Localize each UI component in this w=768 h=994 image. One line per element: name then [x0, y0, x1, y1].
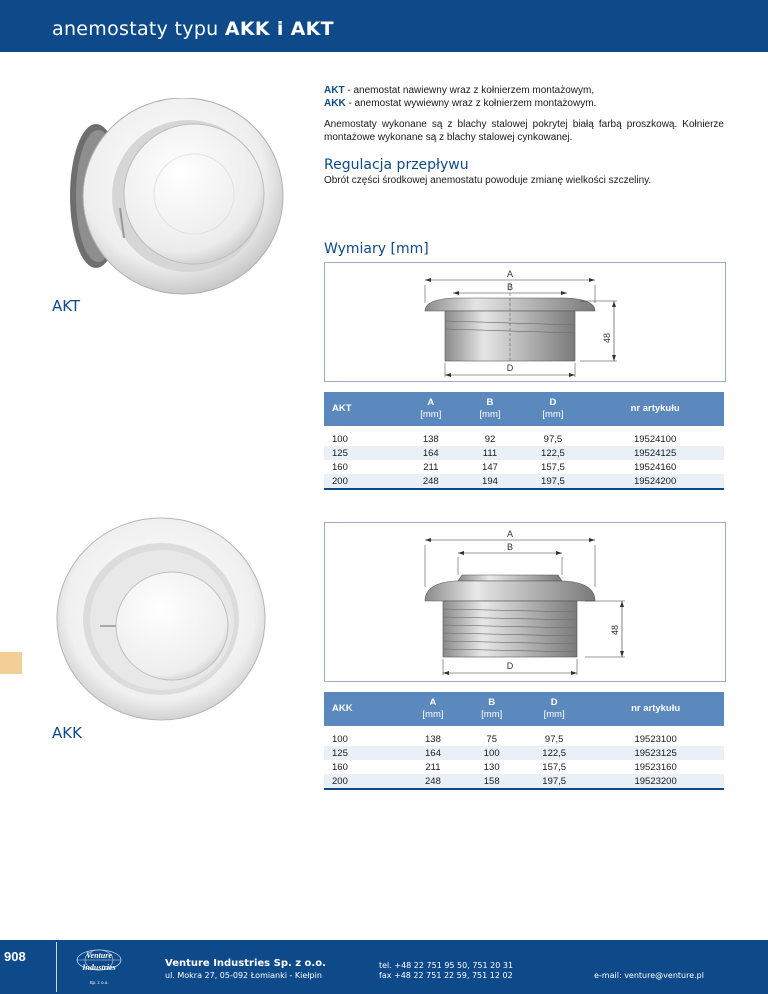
akt-diagram-drawing	[325, 263, 725, 381]
table-row: 100 138 92 97,5 19524100	[332, 433, 677, 445]
akt-diffuser-photo	[58, 98, 286, 298]
akk-label: AKK	[52, 724, 82, 742]
intro-text: AKT - anemostat nawiewny wraz z kołnierzem montażowym, AKK - anemostat wywiewny wraz z kołnierzem montażowym.	[324, 85, 597, 109]
page-accent-tab	[0, 652, 22, 674]
table-row: 160 211 147 157,5 19524160	[332, 461, 677, 473]
akt-label: AKT	[52, 297, 81, 315]
company-address: ul. Mokra 27, 05-092 Łomianki - Kiełpin	[165, 971, 322, 980]
akt-dim-h: 48	[602, 332, 612, 343]
col-header: AKT	[324, 392, 401, 426]
table-row: 200 248 158 197,5 19523200	[324, 774, 724, 789]
akt-dim-b: B	[506, 282, 514, 292]
table-header-row	[324, 392, 724, 426]
table-row: 125 164 100 122,5 19523125	[324, 746, 724, 760]
col-header: B [mm]	[462, 692, 521, 726]
akk-diffuser-photo	[54, 516, 268, 722]
akk-spec-table	[324, 692, 724, 790]
akt-spec-table	[324, 392, 724, 490]
akt-dimension-diagram	[324, 262, 726, 382]
table-row: 160 211 130 157,5 19523160	[332, 761, 677, 773]
description-paragraph: Anemostaty wykonane są z blachy stalowej pokrytej białą farbą proszkową. Kołnierze montażowe wykonane są z blachy stalowej cynkowanej.	[324, 119, 724, 143]
table-header-row	[324, 692, 724, 726]
akk-dim-a: A	[506, 529, 514, 539]
akk-dimension-diagram	[324, 522, 726, 682]
col-header: D [mm]	[520, 392, 587, 426]
akk-dim-d: D	[506, 661, 514, 671]
col-header: B [mm]	[460, 392, 519, 426]
akt-code: AKT	[324, 85, 345, 96]
logo-line-2: Industries	[82, 963, 116, 972]
company-phone: tel. +48 22 751 95 50, 751 20 31	[379, 961, 514, 970]
col-header: AKK	[324, 692, 404, 726]
table-row: 100 138 75 97,5 19523100	[332, 733, 677, 745]
akk-code: AKK	[324, 98, 346, 109]
akt-dim-a: A	[506, 269, 514, 279]
logo-line-3: Sp. z o.o.	[89, 980, 109, 985]
dimensions-title: Wymiary [mm]	[324, 241, 429, 257]
company-fax: fax +48 22 751 22 59, 751 12 02	[379, 971, 513, 980]
regulation-title: Regulacja przepływu	[324, 157, 469, 173]
akk-dim-b: B	[506, 542, 514, 552]
col-header: A [mm]	[404, 692, 463, 726]
akk-dim-h: 48	[610, 624, 620, 635]
company-email: e-mail: venture@venture.pl	[594, 971, 704, 980]
company-name: Venture Industries Sp. z o.o.	[165, 958, 326, 969]
regulation-text: Obrót części środkowej anemostatu powoduje zmianę wielkości szczeliny.	[324, 175, 652, 186]
page-title: anemostaty typu AKK i AKT	[52, 18, 334, 40]
col-header: nr artykułu	[587, 692, 724, 726]
akk-diagram-drawing	[325, 523, 725, 681]
table-row: 200 248 194 197,5 19524200	[324, 474, 724, 489]
page-number: 908	[4, 949, 26, 964]
page-header	[0, 0, 768, 52]
col-header: A [mm]	[401, 392, 460, 426]
footer-divider	[56, 942, 57, 992]
logo-line-1: Venture	[86, 951, 112, 960]
page-footer	[0, 940, 768, 994]
table-row: 125 164 111 122,5 19524125	[324, 446, 724, 460]
venture-logo	[70, 946, 128, 988]
col-header: D [mm]	[521, 692, 587, 726]
akt-dim-d: D	[506, 363, 514, 373]
col-header: nr artykułu	[586, 392, 724, 426]
